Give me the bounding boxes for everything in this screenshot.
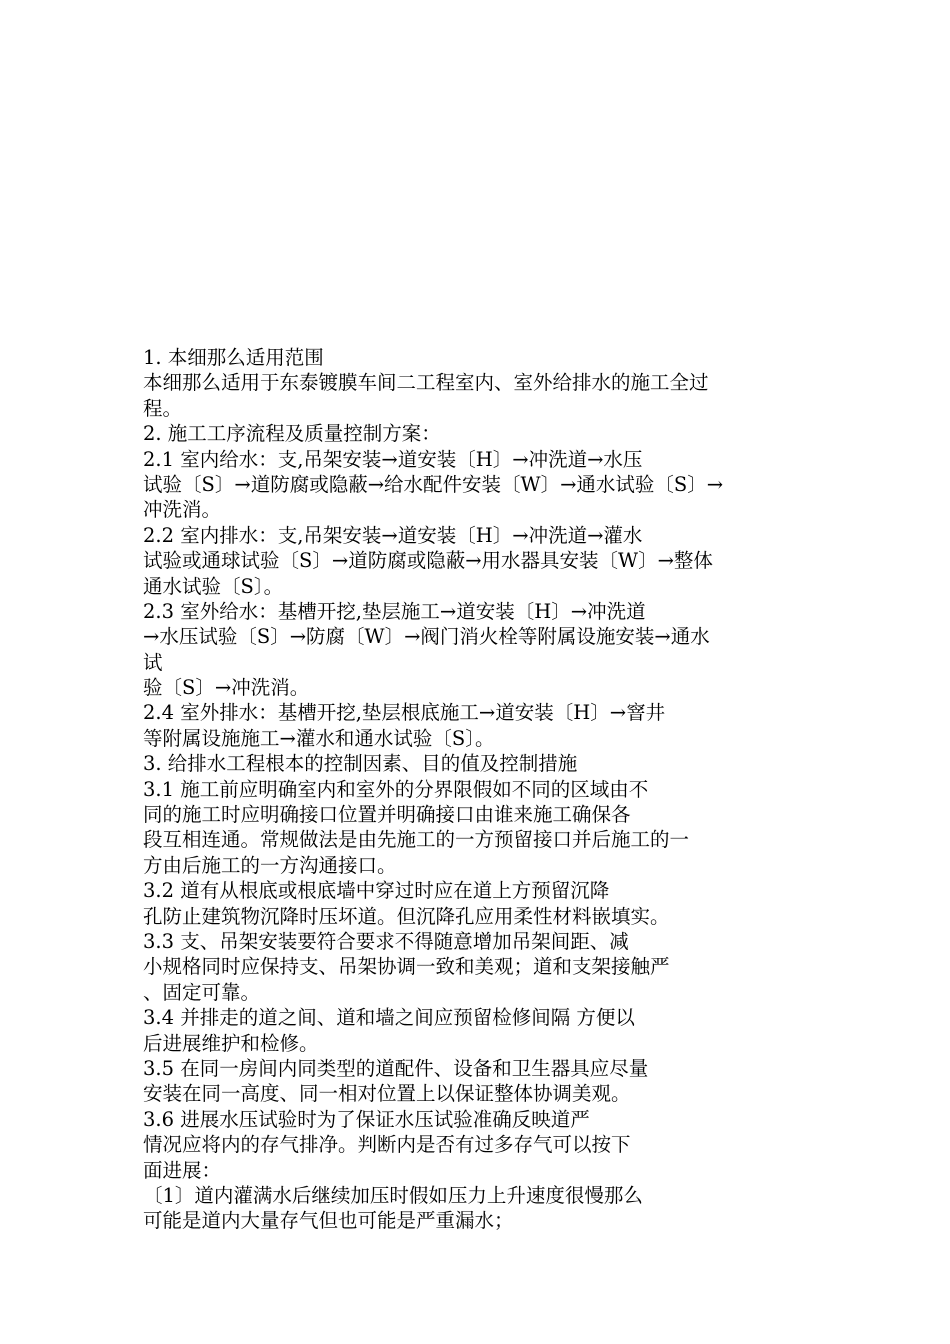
subsection-3-6: 3.6 进展水压试验时为了保证水压试验准确反映道严: [143, 1107, 590, 1131]
paragraph-line: 试验〔S〕→道防腐或隐蔽→给水配件安装〔W〕→通水试验〔S〕→: [143, 472, 724, 496]
paragraph-line: 等附属设施施工→灌水和通水试验〔S〕。: [143, 726, 495, 750]
paragraph-line: 情况应将内的存气排净。判断内是否有过多存气可以按下: [143, 1133, 631, 1157]
paragraph-line: 段互相连通。常规做法是由先施工的一方预留接口并后施工的一: [143, 828, 690, 852]
list-item: 〔1〕道内灌满水后继续加压时假如压力上升速度很慢那么: [143, 1183, 643, 1207]
section-heading-1: 1. 本细那么适用范围: [143, 346, 324, 369]
section-heading-2: 2. 施工工序流程及质量控制方案：: [143, 422, 441, 446]
subsection-2-2: 2.2 室内排水：支,吊架安装→道安装〔H〕→冲洗道→灌水: [143, 523, 643, 547]
paragraph-line: 程。: [143, 396, 183, 420]
paragraph-line: 试: [143, 650, 163, 674]
paragraph-line: 可能是道内大量存气但也可能是严重漏水；: [143, 1209, 514, 1233]
paragraph-line: 本细那么适用于东泰镀膜车间二工程室内、室外给排水的施工全过: [143, 371, 709, 395]
subsection-3-4: 3.4 并排走的道之间、道和墙之间应预留检修间隔 方便以: [143, 1006, 635, 1030]
subsection-3-1: 3.1 施工前应明确室内和室外的分界限假如不同的区域由不: [143, 777, 649, 801]
document-body: [143, 345, 863, 1234]
paragraph-line: 小规格同时应保持支、吊架协调一致和美观；道和支架接触严: [143, 955, 670, 979]
paragraph-line: 验〔S〕→冲洗消。: [143, 676, 310, 700]
paragraph-line: 试验或通球试验〔S〕→道防腐或隐蔽→用水器具安装〔W〕→整体: [143, 549, 713, 573]
subsection-3-2: 3.2 道有从根底或根底墙中穿过时应在道上方预留沉降: [143, 879, 610, 903]
paragraph-line: 、固定可靠。: [143, 980, 261, 1004]
subsection-2-4: 2.4 室外排水：基槽开挖,垫层根底施工→道安装〔H〕→窨井: [143, 701, 666, 725]
subsection-3-3: 3.3 支、吊架安装要符合要求不得随意增加吊架间距、减: [143, 929, 629, 953]
paragraph-line: 冲洗消。: [143, 498, 222, 522]
paragraph-line: 安装在同一高度、同一相对位置上以保证整体协调美观。: [143, 1082, 631, 1106]
subsection-3-5: 3.5 在同一房间内同类型的道配件、设备和卫生器具应尽量: [143, 1056, 649, 1080]
paragraph-line: 面进展：: [143, 1158, 222, 1182]
paragraph-line: 方由后施工的一方沟通接口。: [143, 853, 397, 877]
paragraph-line: 孔防止建筑物沉降时压坏道。但沉降孔应用柔性材料嵌填实。: [143, 904, 670, 928]
subsection-2-1: 2.1 室内给水：支,吊架安装→道安装〔H〕→冲洗道→水压: [143, 447, 643, 471]
section-heading-3: 3. 给排水工程根本的控制因素、目的值及控制措施: [143, 752, 578, 776]
subsection-2-3: 2.3 室外给水：基槽开挖,垫层施工→道安装〔H〕→冲洗道: [143, 599, 646, 623]
paragraph-line: →水压试验〔S〕→防腐〔W〕→阀门消火栓等附属设施安装→通水: [143, 625, 710, 649]
paragraph-line: 后进展维护和检修。: [143, 1031, 319, 1055]
paragraph-line: 通水试验〔S〕。: [143, 574, 284, 598]
paragraph-line: 同的施工时应明确接口位置并明确接口由谁来施工确保各: [143, 803, 631, 827]
